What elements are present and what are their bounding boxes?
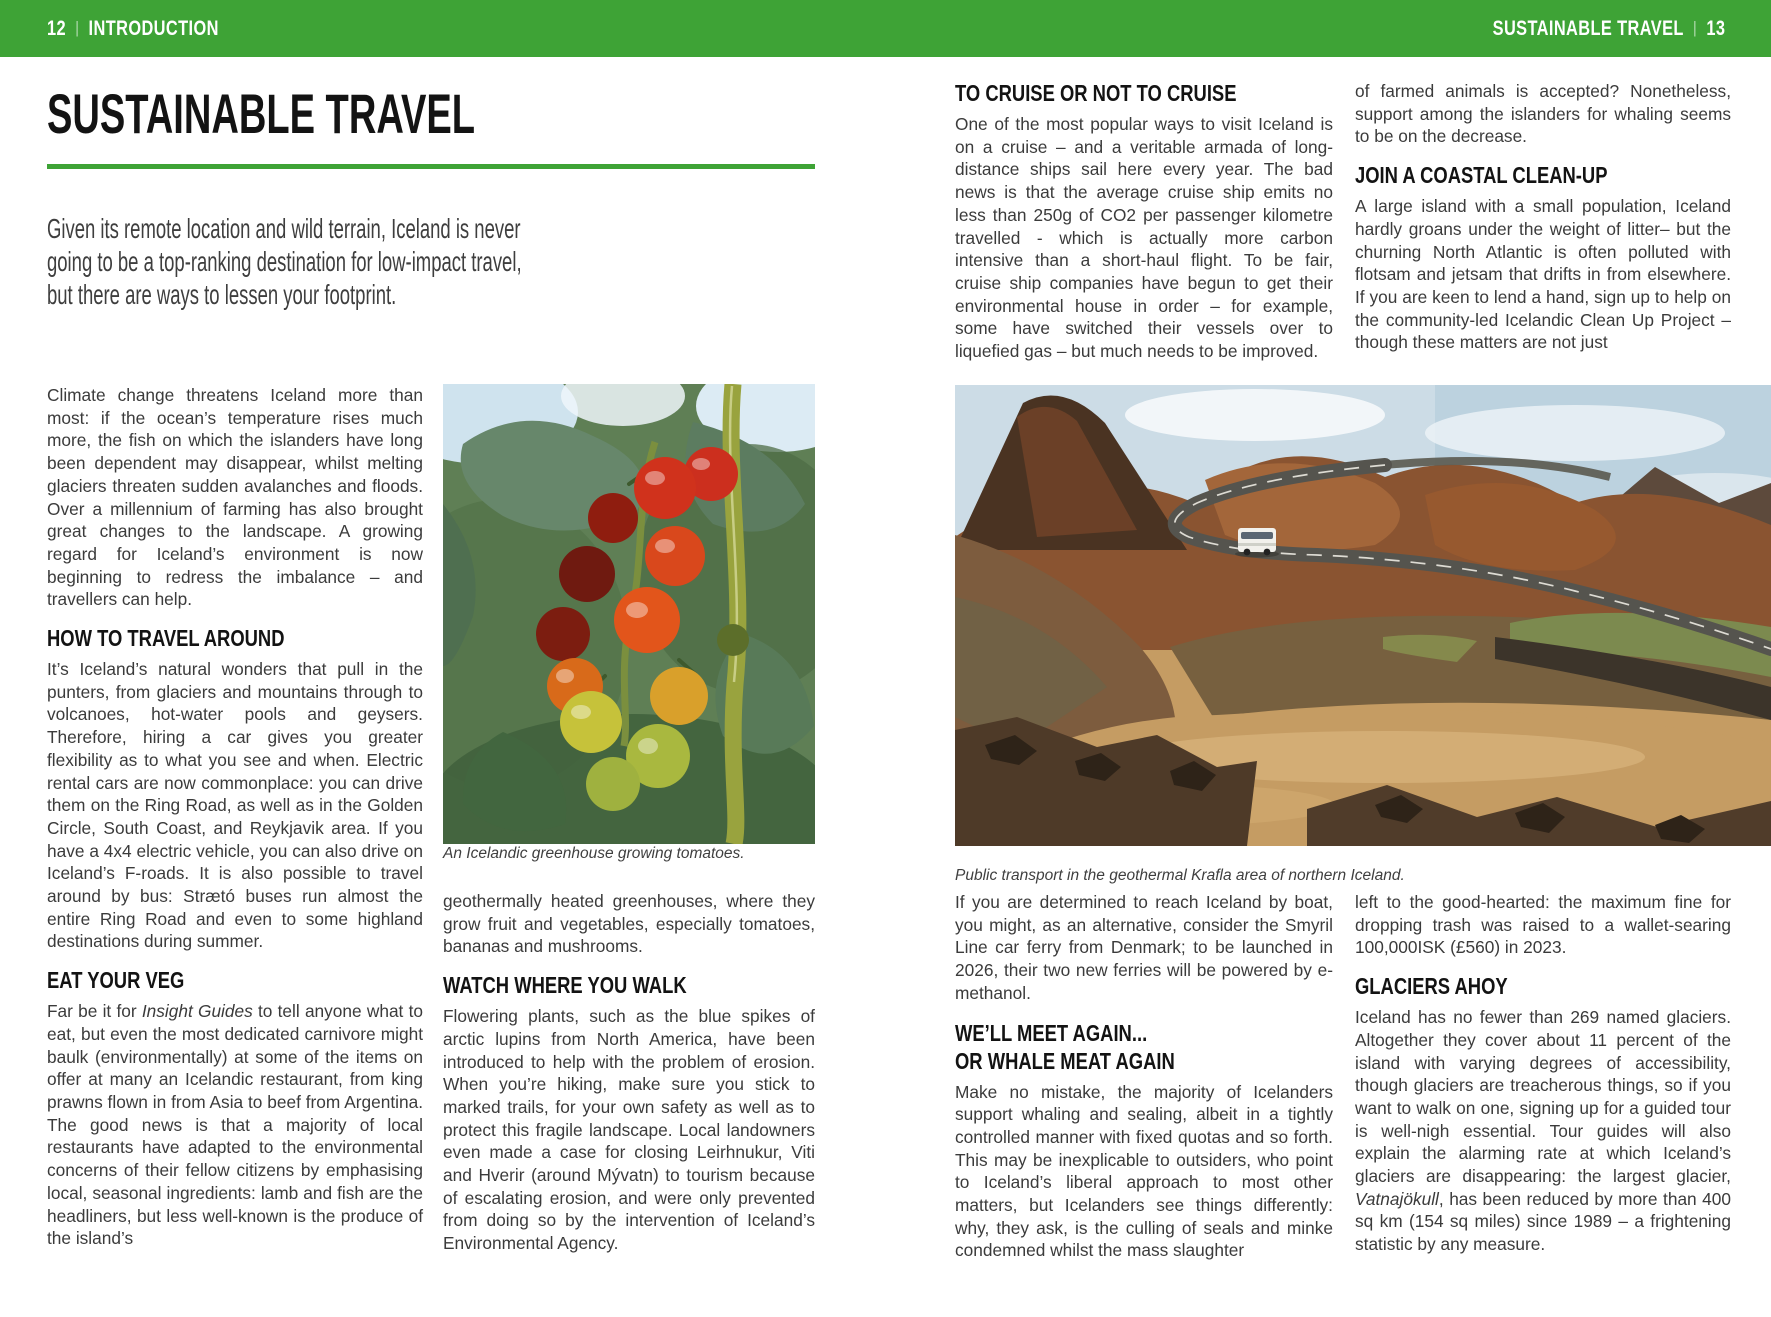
body-paragraph <box>1355 1006 1731 1256</box>
right-page-column-1 <box>955 80 1333 363</box>
standfirst <box>47 212 522 311</box>
standfirst-line: going to be a top-ranking destination for low-impact travel, <box>47 246 522 277</box>
section-heading-line: WE’LL MEET AGAIN... <box>955 1019 1148 1046</box>
section-heading: JOIN A COASTAL CLEAN-UP <box>1355 162 1608 189</box>
body-paragraph: If you are determined to reach Iceland by boat, you might, as an alternative, consider the Smyril Line car ferry from Denmark; to be launched in 2026, their two new ferries will be powered by e-methanol. <box>955 892 1333 1003</box>
body-paragraph <box>47 1000 423 1250</box>
header-separator: | <box>75 17 80 37</box>
body-paragraph: of farmed animals is accepted? Nonetheless, support among the islanders for whaling seems to be on the decrease. <box>1355 81 1731 147</box>
standfirst-line: Given its remote location and wild terrain, Iceland is never <box>47 213 521 244</box>
section-heading: EAT YOUR VEG <box>47 967 185 994</box>
photo-spacer <box>443 384 815 844</box>
photo-caption: An Icelandic greenhouse growing tomatoes. <box>443 845 745 862</box>
body-paragraph: It’s Iceland’s natural wonders that pull in the punters, from glaciers and mountains through to volcanoes, hot-water pools and geysers. Therefore, hiring a car gives you greater flexibility as to what you see and when. Electric rental cars are now commonplace: you can drive them on the Ring Road, as well as in the Golden Circle, South Coast, and Reykjavik area. If you have a 4x4 electric vehicle, you can also drive on Iceland’s F-roads. It is also possible to travel around by bus: Strætó buses run almost the entire Ring Road and even to some highland destinations during summer. <box>47 659 423 952</box>
section-name-right: SUSTAINABLE TRAVEL <box>1492 16 1684 40</box>
section-heading: GLACIERS AHOY <box>1355 973 1508 1000</box>
body-text: Far be it for <box>47 1001 142 1022</box>
italic-text: Insight Guides <box>141 1001 253 1022</box>
italic-text: Vatnajökull <box>1355 1188 1439 1209</box>
body-text: Iceland has no fewer than 269 named glaciers. Altogether they cover about 11 percent of the island with varying degrees of accessibility, though glaciers are treacherous things, so if you want to walk on one, signing up for a guided tour is well-nigh essential. Tour guides will also explain the alarming rate at which Iceland’s glaciers are disappearing: the largest glacier, <box>1355 1007 1731 1187</box>
page-title: SUSTAINABLE TRAVEL <box>47 82 476 145</box>
left-page-column-2 <box>443 384 815 1255</box>
body-paragraph: Make no mistake, the majority of Icelanders support whaling and sealing, albeit in a tightly controlled manner with fixed quotas and so forth. This may be inexplicable to outsiders, who point to Iceland’s liberal approach to most other matters, but Icelanders see things differently: why, they ask, is the culling of seals and minke condemned whilst the mass slaughter <box>955 1081 1333 1261</box>
section-name-left: INTRODUCTION <box>88 16 219 40</box>
body-paragraph: One of the most popular ways to visit Iceland is on a cruise – and a veritable armada of long-distance ships sail here every year. The bad news is that the average cruise ship emits no less than 250g of CO2 per passenger kilometre travelled - which is actually more carbon intensive than a short-haul flight. To be fair, cruise ship companies have begun to get their environmental house in order – for example, some have switched their vessels over to liquefied gas – but much needs to be improved. <box>955 114 1333 362</box>
krafla-photo-illustration <box>955 385 1771 846</box>
section-heading <box>955 1019 1257 1075</box>
standfirst-line: but there are ways to lessen your footprint. <box>47 279 397 310</box>
running-head-right <box>1492 0 1725 57</box>
page-number-right: 13 <box>1705 16 1725 40</box>
photo-caption: Public transport in the geothermal Krafla area of northern Iceland. <box>955 867 1405 884</box>
running-head-bar <box>0 0 1771 57</box>
right-page-column-2 <box>1355 80 1731 354</box>
right-page-bottom-column-1 <box>955 891 1333 1262</box>
body-paragraph: geothermally heated greenhouses, where they grow fruit and vegetables, especially tomatoes, bananas and mushrooms. <box>443 891 815 957</box>
section-heading: WATCH WHERE YOU WALK <box>443 972 687 999</box>
body-text: to tell anyone what to eat, but even the most dedicated carnivore might baulk (environmentally) at some of the items on offer at many an Icelandic restaurant, from king prawns flown in from Asia to beef from Argentina. The good news is that a majority of local restaurants have adapted to the environmental concerns of their fellow citizens by emphasising local, seasonal ingredients: lamb and fish are the headliners, but less well-known is the produce of the island’s <box>47 1001 423 1249</box>
right-page-bottom-column-2 <box>1355 891 1731 1256</box>
title-underline <box>47 164 815 169</box>
krafla-photo <box>955 385 1771 846</box>
header-separator: | <box>1692 17 1697 37</box>
section-heading: HOW TO TRAVEL AROUND <box>47 625 285 652</box>
body-paragraph: Climate change threatens Iceland more than most: if the ocean’s temperature rises much more, the fish on which the islanders have long been dependent may disappear, whilst melting glaciers threaten sudden avalanches and floods. Over a millennium of farming has also brought great changes to the landscape. A growing regard for Iceland’s environment is now beginning to redress the imbalance – and travellers can help. <box>47 385 423 610</box>
running-head-left <box>47 0 219 57</box>
bus <box>1235 528 1279 558</box>
body-paragraph: Flowering plants, such as the blue spikes of arctic lupins from North America, have been introduced to help with the problem of erosion. When you’re hiking, make sure you stick to marked trails, for your own safety as well as to protect this fragile landscape. Local landowners even made a case for closing Leirhnukur, Viti and Hverir (around Mývatn) to tourism because of escalating erosion, and were only prevented from doing so by the intervention of Iceland’s Environmental Agency. <box>443 1006 815 1254</box>
section-heading-line: OR WHALE MEAT AGAIN <box>955 1047 1175 1074</box>
body-text: , has been reduced by more than 400 sq km (154 sq miles) since 1989 – a frightening statistic by any measure. <box>1355 1188 1731 1255</box>
body-paragraph: left to the good-hearted: the maximum fine for dropping trash was raised to a wallet-searing 100,000ISK (£560) in 2023. <box>1355 892 1731 958</box>
section-heading: TO CRUISE OR NOT TO CRUISE <box>955 80 1237 106</box>
body-paragraph: A large island with a small population, Iceland hardly groans under the weight of litter– but the churning North Atlantic is often polluted with flotsam and jetsam that drifts in from elsewhere. If you are keen to lend a hand, sign up to help on the community-led Icelandic Clean Up Project – though these matters are not just <box>1355 196 1731 353</box>
page-number-left: 12 <box>47 16 67 40</box>
left-page-column-1 <box>47 384 423 1250</box>
